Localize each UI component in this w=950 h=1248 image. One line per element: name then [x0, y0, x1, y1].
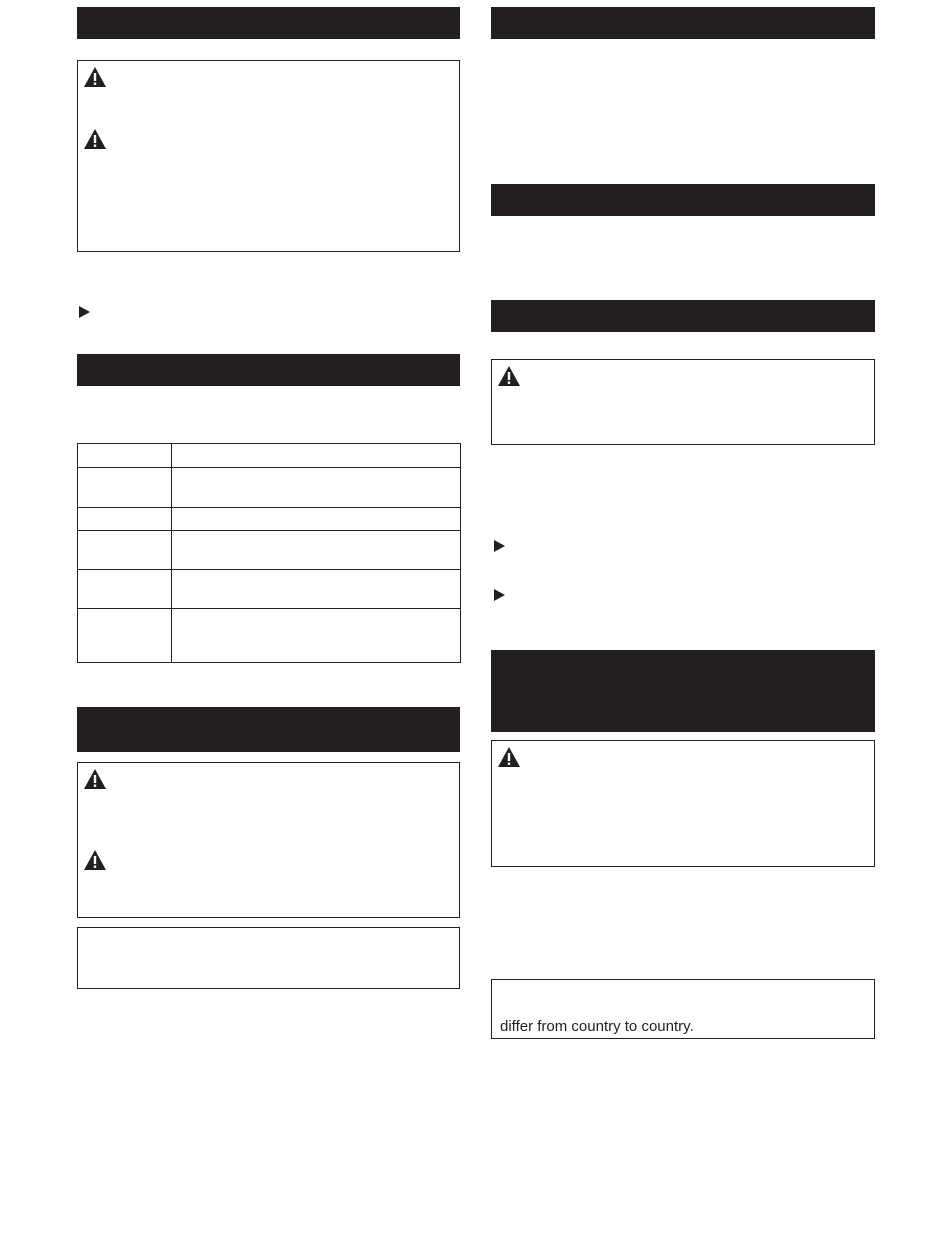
table-cell	[172, 468, 461, 508]
arrow-right-icon	[79, 306, 90, 318]
table-cell	[172, 531, 461, 570]
warning-triangle-icon	[83, 66, 107, 88]
spec-table	[77, 443, 461, 663]
warning-box	[77, 60, 460, 252]
section-heading-bar	[77, 354, 460, 386]
note-box	[77, 927, 460, 989]
section-heading-bar-large	[491, 650, 875, 732]
note-text: differ from country to country.	[500, 1018, 694, 1035]
table-cell	[78, 609, 172, 663]
warning-triangle-icon	[497, 746, 521, 768]
table-row	[78, 508, 461, 531]
warning-triangle-icon	[497, 365, 521, 387]
arrow-right-icon	[494, 540, 505, 552]
warning-triangle-icon	[83, 849, 107, 871]
table-cell	[78, 508, 172, 531]
section-heading-bar-tall	[77, 707, 460, 752]
warning-box	[491, 359, 875, 445]
table-row	[78, 609, 461, 663]
section-heading-bar	[491, 300, 875, 332]
table-row	[78, 531, 461, 570]
table-cell	[172, 570, 461, 609]
section-heading-bar	[491, 7, 875, 39]
arrow-right-icon	[494, 589, 505, 601]
table-row	[78, 570, 461, 609]
table-cell	[172, 508, 461, 531]
warning-triangle-icon	[83, 128, 107, 150]
warning-box	[491, 740, 875, 867]
table-cell	[78, 531, 172, 570]
table-cell	[78, 444, 172, 468]
table-row	[78, 444, 461, 468]
table-cell	[78, 468, 172, 508]
table-cell	[172, 609, 461, 663]
table-cell	[78, 570, 172, 609]
note-box	[491, 979, 875, 1039]
section-heading-bar	[77, 7, 460, 39]
warning-triangle-icon	[83, 768, 107, 790]
table-cell	[172, 444, 461, 468]
table-row	[78, 468, 461, 508]
section-heading-bar	[491, 184, 875, 216]
warning-box	[77, 762, 460, 918]
